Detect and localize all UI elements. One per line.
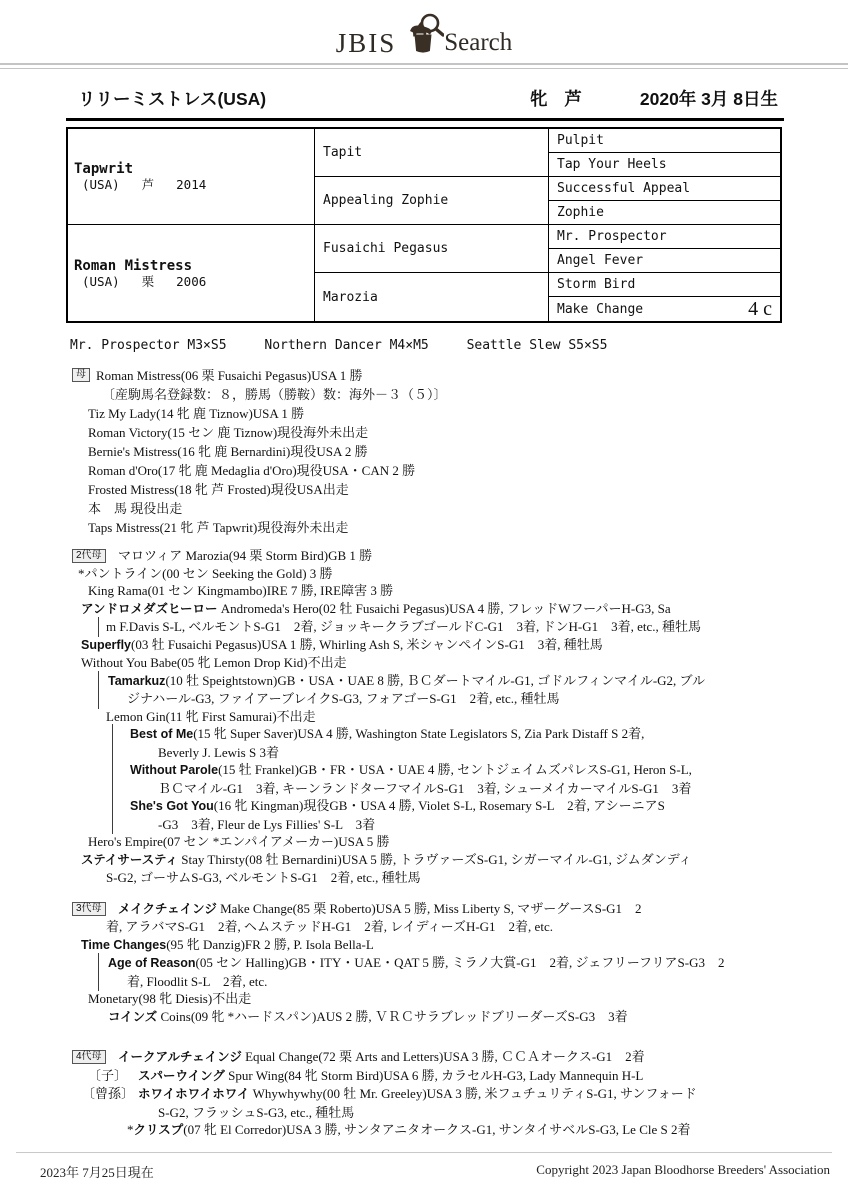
dam-cell <box>68 225 315 321</box>
pedigree-line <box>72 582 848 600</box>
pedigree-line <box>72 797 848 816</box>
lineage-section <box>72 547 848 887</box>
pedigree-text: (03 牡 Fusaichi Pegasus)USA 1 勝, Whirling Ash S, 米シャンペインS-G1 3着, 種牡馬 <box>131 636 603 652</box>
sire-origin: (USA) <box>82 177 120 192</box>
tree-guide-line <box>98 953 99 974</box>
dam-detail <box>74 274 206 289</box>
horse-magnifier-icon <box>400 13 444 60</box>
logo-text-search: Search <box>444 29 513 56</box>
pedigree-text: Equal Change(72 栗 Arts and Letters)USA 3 勝, ＣＣＡオークス-G1 2着 <box>241 1049 645 1064</box>
tree-guide-line <box>112 796 113 817</box>
pedigree-line <box>72 1121 848 1140</box>
horse-name: スパーウイング <box>138 1068 225 1083</box>
pedigree-text: (95 牝 Danzig)FR 2 勝, P. Isola Bella-L <box>166 936 374 952</box>
pedigree-line <box>72 1048 848 1067</box>
dam-dam-cell: Marozia <box>315 273 549 321</box>
ancestor-cell: Successful Appeal <box>549 177 780 201</box>
pedigree-line <box>72 600 848 619</box>
logo-text-jbis: JBIS <box>335 28 397 58</box>
horse-name: Tamarkuz <box>108 673 166 688</box>
dam-name: Roman Mistress <box>74 257 193 274</box>
pedigree-line <box>72 423 848 442</box>
horse-name: Without Parole <box>130 763 219 777</box>
pedigree-line <box>72 654 848 672</box>
pedigree-line <box>72 954 848 973</box>
pedigree-line <box>72 780 848 798</box>
pedigree-line <box>72 900 848 919</box>
pedigree-text: 着, Floodlit S-L 2着, etc. <box>127 973 268 989</box>
pedigree-text: Bernie's Mistress(16 牝 鹿 Bernardini)現役USA 2 勝 <box>88 444 368 459</box>
pedigree-text: * <box>127 1122 134 1137</box>
sire-year: 2014 <box>176 177 207 192</box>
pedigree-line <box>72 990 848 1008</box>
pedigree-text: Tiz My Lady(14 牝 鹿 Tiznow)USA 1 勝 <box>88 406 305 421</box>
pedigree-line <box>72 725 848 744</box>
pedigree-text: Andromeda's Hero(02 牡 Fusaichi Pegasus)USA 4 勝, フレッドWフーパーH-G3, Sa <box>217 600 671 616</box>
dam-year: 2006 <box>176 273 207 289</box>
pedigree-text: Frosted Mistress(18 牝 芦 Frosted)現役USA出走 <box>88 482 349 497</box>
pedigree-text: (10 牡 Speightstown)GB・USA・UAE 8 勝, ＢＣダートマイル-G1, ゴドルフィンマイル-G2, ブル <box>165 672 706 688</box>
horse-name: メイクチェインジ <box>118 901 217 916</box>
horse-name: イークアルチェインジ <box>118 1050 242 1064</box>
lineage-section <box>72 366 848 537</box>
pedigree-text: Whywhywhy(00 牡 Mr. Greeley)USA 3 勝, 米フュチュリティS-G1, サンフォード <box>249 1086 697 1101</box>
pedigree-text: 本 馬 現役出走 <box>88 501 183 516</box>
pedigree-text: マロツィア Marozia(94 栗 Storm Bird)GB 1 勝 <box>118 548 373 563</box>
pedigree-line <box>72 1085 848 1104</box>
inbreeding-item: Seattle Slew S5×S5 <box>466 338 608 353</box>
generation-label: 母 <box>72 368 90 382</box>
pedigree-text: ジナハール-G3, ファイアーブレイクS-G3, フォアゴーS-G1 2着, etc., 種牡馬 <box>127 691 560 706</box>
pedigree-line <box>72 442 848 461</box>
ancestor-cell: Pulpit <box>549 129 780 153</box>
pedigree-line <box>72 708 848 726</box>
pedigree-table <box>66 127 782 323</box>
lineage-sections <box>72 366 848 1140</box>
pedigree-text: (15 牝 Super Saver)USA 4 勝, Washington State Legislators S, Zia Park Distaff S 2着, <box>193 726 645 741</box>
pedigree-line <box>72 366 848 385</box>
pedigree-text: Roman Mistress(06 栗 Fusaichi Pegasus)USA 1 勝 <box>96 368 363 383</box>
footer <box>16 1152 832 1181</box>
pedigree-line <box>72 690 848 708</box>
pedigree-text: S-G2, フラッシュS-G3, etc., 種牡馬 <box>158 1104 355 1120</box>
pedigree-line <box>72 461 848 480</box>
header <box>0 0 848 58</box>
pedigree-line <box>72 973 848 991</box>
pedigree-text: (15 牡 Frankel)GB・FR・USA・UAE 4 勝, セントジェイムズパレスS-G1, Heron S-L, <box>218 762 692 777</box>
pedigree-text: Hero's Empire(07 セン *エンパイアメーカー)USA 5 勝 <box>88 834 390 849</box>
horse-name: Time Changes <box>81 937 167 952</box>
tree-guide-line <box>112 760 113 781</box>
pedigree-text: (16 牝 Kingman)現役GB・USA 4 勝, Violet S-L, Rosemary S-L 2着, アシーニアS <box>213 798 665 813</box>
ancestor-cell: Angel Fever <box>549 249 780 273</box>
pedigree-text: *パントライン(00 セン Seeking the Gold) 3 勝 <box>78 565 333 581</box>
lineage-section <box>72 900 848 1027</box>
horse-name: ホワイホワイホワイ <box>138 1087 250 1101</box>
pedigree-text: 着, アラバマS-G1 2着, ヘムステッドH-G1 2着, レイディーズH-G1 2着, etc. <box>106 919 553 934</box>
jbis-search-logo[interactable] <box>336 13 513 58</box>
dam-coat: 栗 <box>141 273 155 289</box>
pedigree-line <box>72 869 848 887</box>
pedigree-line <box>72 1104 848 1122</box>
sire-cell <box>68 129 315 225</box>
tree-guide-line <box>98 671 99 692</box>
sire-sire-cell: Tapit <box>315 129 549 177</box>
dam-origin: (USA) <box>82 273 120 289</box>
pedigree-text: Roman Victory(15 セン 鹿 Tiznow)現役海外未出走 <box>88 425 369 440</box>
pedigree-text: Beverly J. Lewis S 3着 <box>158 744 279 760</box>
generation-label: 4代母 <box>72 1050 106 1064</box>
horse-name: アンドロメダズヒーロー <box>81 601 218 616</box>
horse-name: Age of Reason <box>108 956 196 970</box>
copyright-text: Copyright 2023 Japan Bloodhorse Breeders' Association <box>536 1162 830 1177</box>
pedigree-text: Make Change(85 栗 Roberto)USA 5 勝, Miss Liberty S, マザーグースS-G1 2 <box>216 900 642 916</box>
pedigree-line <box>72 565 848 583</box>
pedigree-text: (05 セン Halling)GB・ITY・UAE・QAT 5 勝, ミラノ大賞-G1 2着, ジェフリーフリアS-G3 2 <box>195 955 725 970</box>
horse-name: コインズ <box>108 1009 158 1024</box>
pedigree-line <box>72 936 848 955</box>
lineage-section <box>72 1048 848 1140</box>
pedigree-line <box>72 480 848 499</box>
pedigree-text: -G3 3着, Fleur de Lys Fillies' S-L 3着 <box>158 816 376 832</box>
ancestor-cell: Mr. Prospector <box>549 225 780 249</box>
pedigree-text: Spur Wing(84 牝 Storm Bird)USA 6 勝, カラセルH-G3, Lady Mannequin H-L <box>224 1067 644 1083</box>
ancestor-cell: Storm Bird <box>549 273 780 297</box>
pedigree-line <box>72 518 848 537</box>
pedigree-text: m F.Davis S-L, ベルモントS-G1 2着, ジョッキークラブゴールドC-G1 3着, ドンH-G1 3着, etc., 種牡馬 <box>106 619 702 634</box>
ancestor-cell-with-family-number <box>549 297 780 321</box>
pedigree-line <box>72 499 848 518</box>
ancestor-cell: Zophie <box>549 201 780 225</box>
pedigree-text: Without You Babe(05 牝 Lemon Drop Kid)不出走 <box>81 655 347 670</box>
as-of-date: 2023年 7月25日現在 <box>40 1165 154 1180</box>
tree-guide-line <box>98 689 99 709</box>
horse-name: ステイサースティ <box>81 852 179 867</box>
header-divider <box>0 63 848 69</box>
pedigree-text: ＢＣマイル-G1 3着, キーンランドターフマイルS-G1 3着, シューメイカーマイルS-G1 3着 <box>158 780 692 796</box>
pedigree-text: Stay Thirsty(08 牡 Bernardini)USA 5 勝, トラヴァーズS-G1, シガーマイル-G1, ジムダンディ <box>178 851 692 867</box>
sire-detail <box>74 177 206 192</box>
sex-coat-label: 牝 芦 <box>530 89 588 109</box>
tree-guide-line <box>98 617 99 637</box>
pedigree-text: (07 牝 El Corredor)USA 3 勝, サンタアニタオークス-G1, サンタイサベルS-G3, Le Cle S 2着 <box>183 1122 691 1137</box>
ancestor-name: Make Change <box>557 301 644 317</box>
ancestor-cell: Tap Your Heels <box>549 153 780 177</box>
pedigree-text: Coins(09 牝 *ハードスパン)AUS 2 勝, ＶＲＣサラブレッドブリーダーズS-G3 3着 <box>157 1008 628 1024</box>
pedigree-line <box>72 672 848 691</box>
horse-title-row <box>66 86 784 121</box>
horse-name: Superfly <box>81 637 132 652</box>
generation-label: 2代母 <box>72 549 106 563</box>
horse-name-title: リリーミストレス(USA) <box>78 89 267 109</box>
pedigree-line <box>72 918 848 936</box>
birth-date-label: 2020年 3月 8日生 <box>639 89 778 109</box>
pedigree-line <box>72 1008 848 1027</box>
relation-label: 〔子〕 <box>88 1067 128 1083</box>
pedigree-text: Monetary(98 牝 Diesis)不出走 <box>88 991 252 1006</box>
pedigree-line <box>72 636 848 655</box>
pedigree-line <box>72 618 848 636</box>
pedigree-line <box>72 385 848 404</box>
horse-name: クリスプ <box>133 1123 184 1137</box>
inbreeding-item: Mr. Prospector M3×S5 <box>70 338 227 353</box>
family-number: 4 c <box>748 297 772 320</box>
pedigree-line <box>72 1067 848 1086</box>
tree-guide-line <box>112 724 113 745</box>
tree-guide-line <box>112 815 113 835</box>
pedigree-text: Taps Mistress(21 牝 芦 Tapwrit)現役海外未出走 <box>88 520 349 535</box>
pedigree-line <box>72 547 848 565</box>
pedigree-line <box>72 744 848 762</box>
inbreeding-line <box>70 338 848 353</box>
horse-name: She's Got You <box>130 799 214 813</box>
sire-coat: 芦 <box>141 177 155 192</box>
pedigree-line <box>72 761 848 780</box>
pedigree-line <box>72 404 848 423</box>
generation-label: 3代母 <box>72 902 106 916</box>
pedigree-line <box>72 833 848 851</box>
pedigree-text: Lemon Gin(11 牝 First Samurai)不出走 <box>106 708 316 724</box>
dam-sire-cell: Fusaichi Pegasus <box>315 225 549 273</box>
pedigree-text: 〔産駒馬名登録数：８，勝馬（勝鞍）数：海外－３（５）〕 <box>102 387 447 402</box>
pedigree-text: King Rama(01 セン Kingmambo)IRE 7 勝, IRE障害 3 勝 <box>88 583 394 598</box>
tree-guide-line <box>98 972 99 992</box>
inbreeding-item: Northern Dancer M4×M5 <box>264 338 429 353</box>
sire-dam-cell: Appealing Zophie <box>315 177 549 225</box>
pedigree-text: S-G2, ゴーサムS-G3, ベルモントS-G1 2着, etc., 種牡馬 <box>106 870 421 885</box>
horse-name: Best of Me <box>130 727 194 741</box>
sire-name: Tapwrit <box>74 161 134 177</box>
pedigree-line <box>72 816 848 834</box>
relation-label: 〔曾孫〕 <box>82 1086 135 1101</box>
pedigree-text: Roman d'Oro(17 牝 鹿 Medaglia d'Oro)現役USA・CAN 2 勝 <box>88 463 416 478</box>
pedigree-line <box>72 851 848 870</box>
